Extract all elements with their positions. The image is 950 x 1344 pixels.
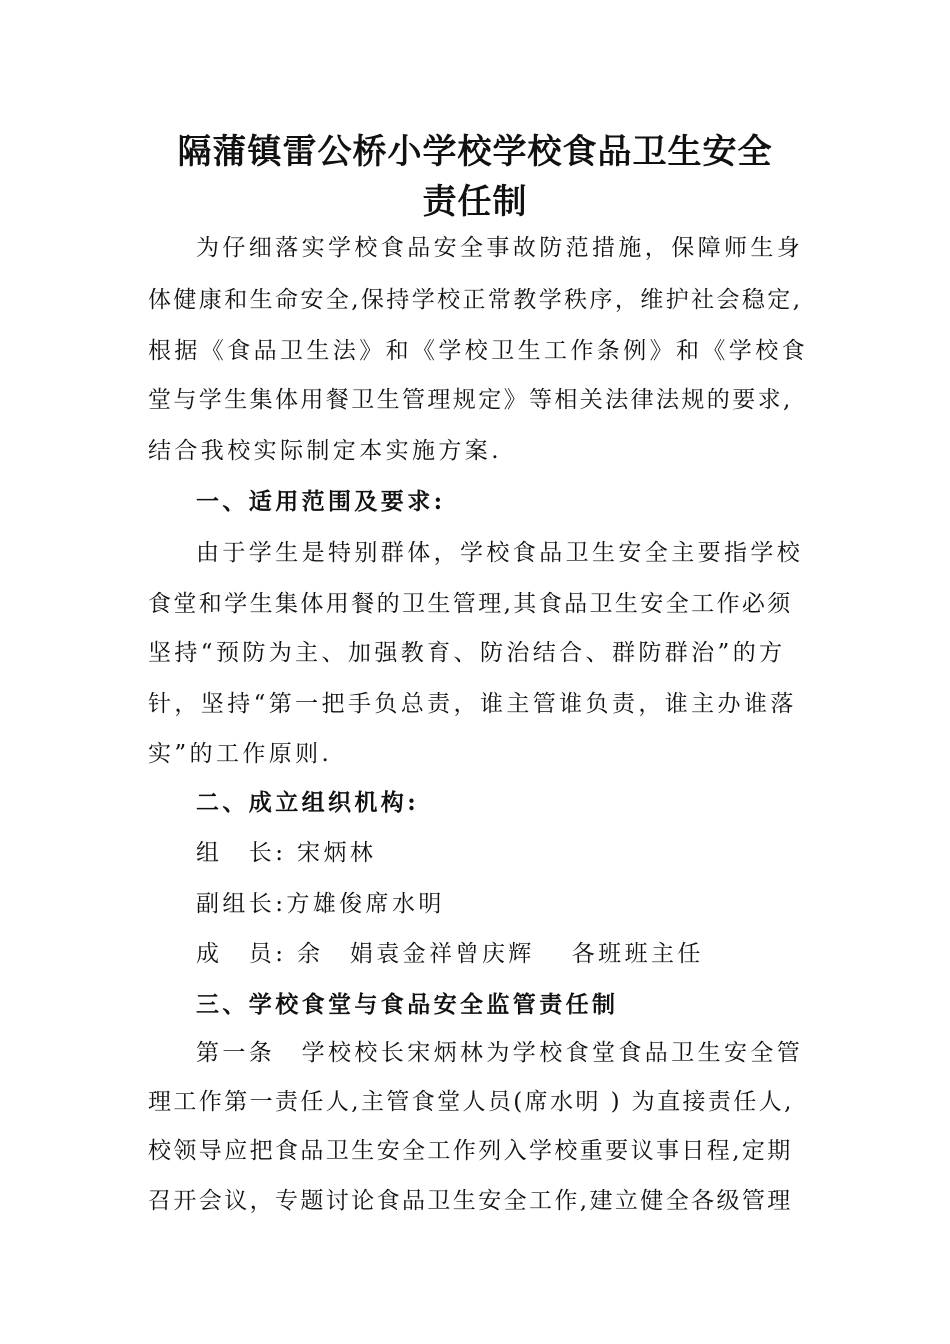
section3-line: 第一条 学校校长宋炳林为学校食堂食品卫生安全管 [196, 1040, 804, 1066]
intro-line: 堂与学生集体用餐卫生管理规定》等相关法律法规的要求, [148, 387, 793, 413]
section1-line: 坚持“预防为主、加强教育、防治结合、群防群治”的方 [148, 640, 786, 666]
section1-line: 食堂和学生集体用餐的卫生管理,其食品卫生安全工作必须 [148, 591, 793, 617]
document-title-line1: 隔蒲镇雷公桥小学校学校食品卫生安全 [177, 132, 773, 172]
section2-heading: 二、成立组织机构: [196, 789, 420, 816]
document-title-line2: 责任制 [422, 182, 528, 222]
section3-line: 理工作第一责任人,主管食堂人员(席水明 ) 为直接责任人, [148, 1089, 794, 1115]
section1-heading: 一、适用范围及要求: [196, 488, 446, 515]
intro-line: 结合我校实际制定本实施方案. [148, 438, 502, 464]
member-leader: 组 长: 宋炳林 [196, 840, 377, 866]
section1-line: 实”的工作原则. [148, 741, 333, 767]
member-deputy: 副组长:方雄俊席水明 [196, 891, 445, 917]
intro-line: 体健康和生命安全,保持学校正常教学秩序，维护社会稳定, [148, 287, 803, 313]
member-members: 成 员: 余 娟袁金祥曾庆辉 各班班主任 [196, 941, 704, 967]
section1-line: 由于学生是特别群体，学校食品卫生安全主要指学校 [196, 540, 804, 566]
section1-line: 针，坚持“第一把手负总责，谁主管谁负责，谁主办谁落 [148, 691, 797, 717]
section3-heading: 三、学校食堂与食品安全监管责任制 [196, 991, 619, 1018]
intro-line: 根据《食品卫生法》和《学校卫生工作条例》和《学校食 [148, 338, 808, 364]
intro-line: 为仔细落实学校食品安全事故防范措施，保障师生身 [196, 235, 804, 261]
section3-line: 校领导应把食品卫生安全工作列入学校重要议事日程,定期 [148, 1138, 793, 1164]
section3-line: 召开会议，专题讨论食品卫生安全工作,建立健全各级管理 [148, 1188, 793, 1214]
